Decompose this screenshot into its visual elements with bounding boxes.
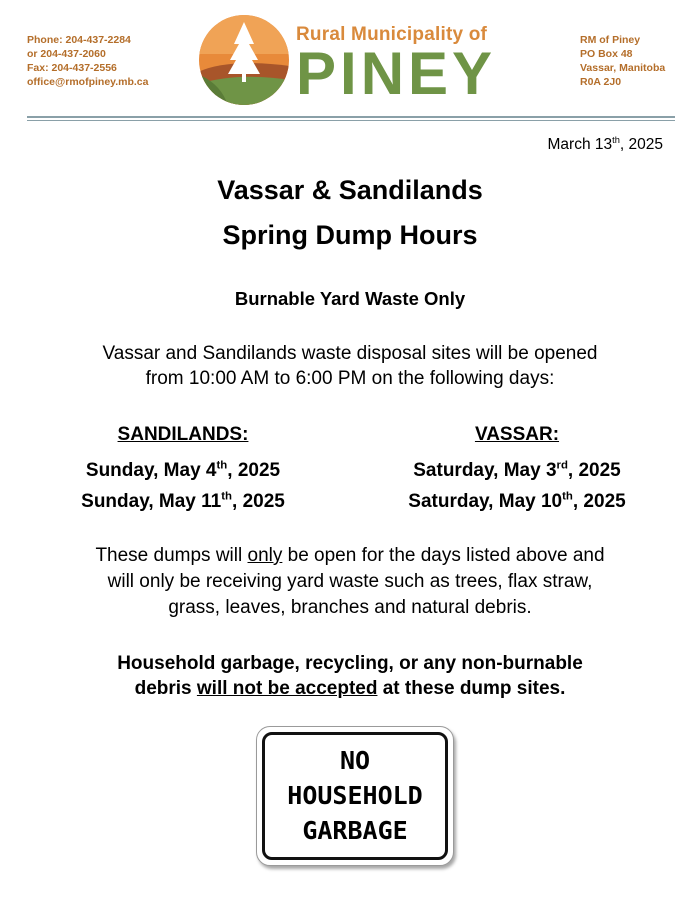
mailing-address — [580, 33, 665, 89]
contact-phone-alt: or 204-437-2060 — [27, 48, 106, 60]
warning-paragraph — [0, 651, 700, 701]
intro-paragraph — [0, 341, 700, 391]
sign-line: GARBAGE — [302, 816, 408, 845]
header-divider — [27, 116, 675, 118]
address-line: R0A 2J0 — [580, 76, 622, 88]
contact-email: office@rmofpiney.mb.ca — [27, 76, 149, 88]
schedule-date: Saturday, May 10th, 2025 — [408, 490, 626, 512]
notice-line: These dumps will only be open for the days listed above and — [95, 545, 605, 566]
logo-title: PINEY — [296, 40, 497, 107]
contact-fax: Fax: 204-437-2556 — [27, 62, 117, 74]
notice-line: will only be receiving yard waste such as trees, flax straw, — [107, 571, 593, 592]
emphasis-only: only — [247, 545, 283, 566]
subtitle: Burnable Yard Waste Only — [234, 288, 466, 309]
sign-face — [262, 732, 448, 860]
vassar-heading: VASSAR: — [474, 424, 560, 445]
schedule-date: Sunday, May 11th, 2025 — [81, 490, 285, 512]
schedule-date: Saturday, May 3rd, 2025 — [413, 459, 621, 481]
date-text: March 13 — [547, 136, 613, 153]
address-line: RM of Piney — [580, 34, 641, 46]
intro-line: Vassar and Sandilands waste disposal sites will be opened — [102, 343, 598, 364]
address-line: PO Box 48 — [580, 48, 633, 60]
schedule-date: Sunday, May 4th, 2025 — [85, 459, 281, 481]
emphasis-not-accepted: will not be accepted — [196, 678, 378, 699]
letterhead — [0, 0, 700, 120]
piney-logo-icon — [198, 14, 290, 106]
notice-line: grass, leaves, branches and natural debris. — [168, 597, 532, 618]
page-title-line2: Spring Dump Hours — [222, 220, 478, 250]
contact-info — [27, 33, 148, 89]
header-divider-thin — [27, 120, 675, 121]
contact-phone: Phone: 204-437-2284 — [27, 34, 131, 46]
sandilands-heading: SANDILANDS: — [117, 424, 249, 445]
notice-paragraph — [0, 543, 700, 621]
date-year: , 2025 — [619, 136, 663, 153]
sandilands-schedule — [8, 423, 358, 517]
page-title: Vassar & Sandilands — [217, 175, 483, 205]
no-household-garbage-sign — [256, 726, 454, 866]
sign-line: NO — [339, 746, 371, 775]
sign-line: HOUSEHOLD — [287, 781, 423, 810]
intro-line: from 10:00 AM to 6:00 PM on the following days: — [145, 368, 555, 389]
date-suffix: th — [612, 134, 620, 145]
warning-line: Household garbage, recycling, or any non-burnable — [117, 653, 583, 674]
logo-subtitle: Rural Municipality of — [296, 24, 488, 45]
warning-line: debris will not be accepted at these dump sites. — [134, 678, 566, 699]
vassar-schedule — [342, 423, 692, 517]
notice-date — [548, 136, 664, 154]
address-line: Vassar, Manitoba — [580, 62, 666, 74]
